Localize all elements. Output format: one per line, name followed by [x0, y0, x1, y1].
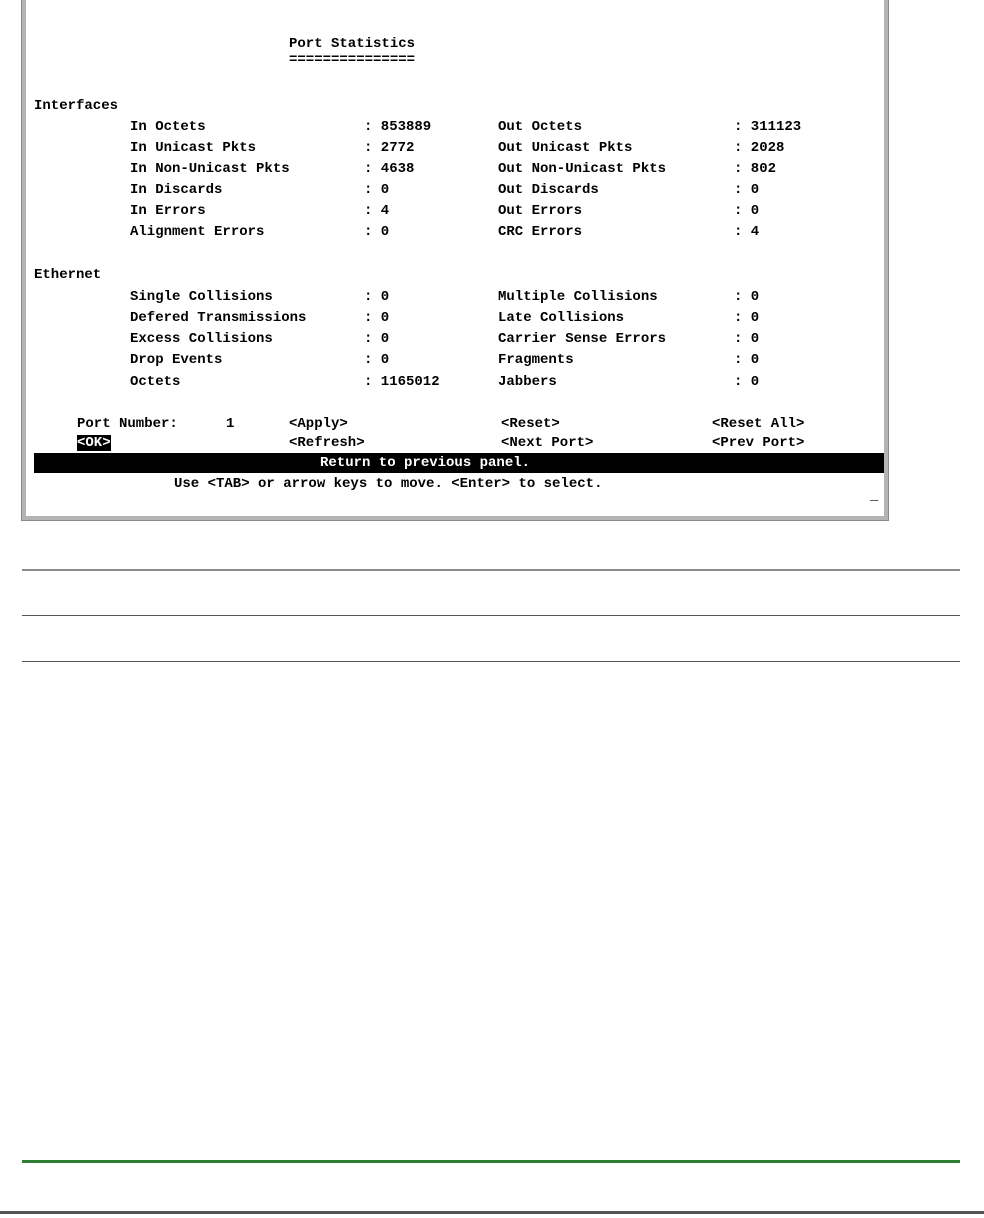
- stat-value: : 4638: [364, 161, 415, 177]
- text-cursor: _: [870, 488, 879, 504]
- terminal-screen: [34, 4, 884, 516]
- stat-value: : 4: [364, 203, 390, 219]
- stat-label: In Unicast Pkts: [130, 140, 257, 156]
- title-underline: ===============: [289, 52, 416, 68]
- stat-value: : 311123: [734, 119, 802, 135]
- stat-value: : 0: [364, 224, 390, 240]
- stat-value: : 0: [734, 374, 760, 390]
- stat-value: : 4: [734, 224, 760, 240]
- stat-label: Single Collisions: [130, 289, 273, 305]
- stat-label: Late Collisions: [498, 310, 625, 326]
- stat-label: Defered Transmissions: [130, 310, 307, 326]
- page-title: Port Statistics: [289, 36, 416, 52]
- section-heading-ethernet: Ethernet: [34, 267, 102, 283]
- refresh-button[interactable]: <Refresh>: [289, 435, 365, 451]
- divider-rule: [22, 661, 960, 662]
- next-port-button[interactable]: <Next Port>: [501, 435, 594, 451]
- stat-label: In Non-Unicast Pkts: [130, 161, 290, 177]
- page-bottom-rule: [0, 1211, 984, 1214]
- stat-label: In Errors: [130, 203, 206, 219]
- stat-label: Fragments: [498, 352, 574, 368]
- help-text: Use <TAB> or arrow keys to move. <Enter> to select.: [174, 476, 603, 492]
- stat-label: CRC Errors: [498, 224, 583, 240]
- divider-rule: [22, 615, 960, 616]
- stat-label: Out Unicast Pkts: [498, 140, 633, 156]
- terminal-window: [22, 0, 888, 520]
- stat-value: : 802: [734, 161, 777, 177]
- stat-value: : 0: [734, 331, 760, 347]
- stat-value: : 0: [734, 310, 760, 326]
- stat-label: Jabbers: [498, 374, 557, 390]
- stat-label: Out Discards: [498, 182, 599, 198]
- status-message: Return to previous panel.: [320, 455, 531, 471]
- stat-value: : 853889: [364, 119, 432, 135]
- footer-green-rule: [22, 1160, 960, 1163]
- stat-label: Drop Events: [130, 352, 223, 368]
- stat-value: : 0: [364, 310, 390, 326]
- reset-all-button[interactable]: <Reset All>: [712, 416, 805, 432]
- stat-label: Out Errors: [498, 203, 583, 219]
- apply-button[interactable]: <Apply>: [289, 416, 348, 432]
- stat-value: : 1165012: [364, 374, 440, 390]
- stat-label: In Octets: [130, 119, 206, 135]
- prev-port-button[interactable]: <Prev Port>: [712, 435, 805, 451]
- section-heading-interfaces: Interfaces: [34, 98, 119, 114]
- stat-value: : 0: [734, 203, 760, 219]
- stat-value: : 0: [364, 289, 390, 305]
- stat-value: : 0: [364, 182, 390, 198]
- stat-label: Multiple Collisions: [498, 289, 658, 305]
- stat-label: Out Non-Unicast Pkts: [498, 161, 667, 177]
- stat-label: In Discards: [130, 182, 223, 198]
- stat-value: : 0: [734, 289, 760, 305]
- stat-value: : 0: [364, 352, 390, 368]
- port-number-field[interactable]: 1: [226, 416, 235, 432]
- reset-button[interactable]: <Reset>: [501, 416, 560, 432]
- stat-label: Out Octets: [498, 119, 583, 135]
- stat-value: : 0: [364, 331, 390, 347]
- stat-label: Octets: [130, 374, 181, 390]
- stat-label: Alignment Errors: [130, 224, 265, 240]
- ok-button[interactable]: <OK>: [77, 435, 111, 451]
- stat-value: : 0: [734, 182, 760, 198]
- stat-label: Excess Collisions: [130, 331, 273, 347]
- port-number-label: Port Number:: [77, 416, 178, 432]
- stat-value: : 2028: [734, 140, 785, 156]
- status-bar: [34, 453, 884, 473]
- divider-rule: [22, 569, 960, 571]
- stat-label: Carrier Sense Errors: [498, 331, 667, 347]
- stat-value: : 2772: [364, 140, 415, 156]
- stat-value: : 0: [734, 352, 760, 368]
